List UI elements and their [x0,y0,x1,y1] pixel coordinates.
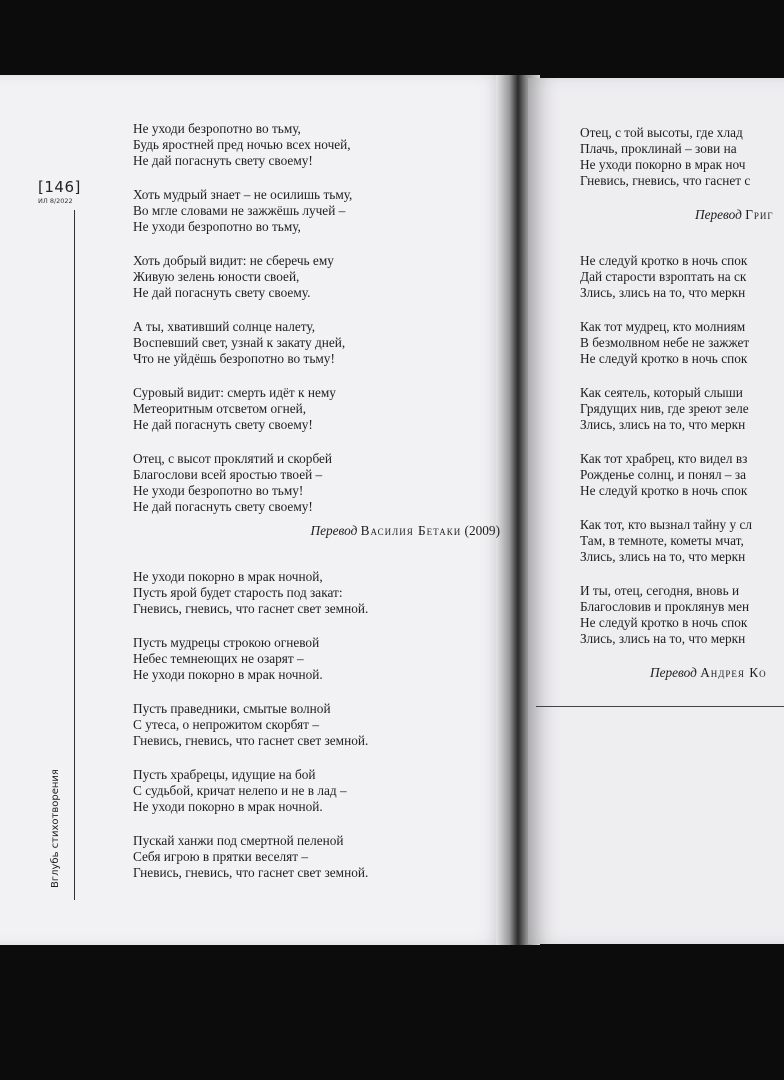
verse-line: Пускай ханжи под смертной пеленой [133,833,344,848]
verse-line: А ты, хвативший солнце налету, [133,319,316,334]
translator-name: Андрея Ко [700,665,767,680]
stanza [133,319,500,367]
translator-attribution [650,665,774,681]
verse-line: Грядущих нив, где зреют зеле [580,401,749,416]
verse-line: Не уходи покорно в мрак ночной. [133,667,323,682]
verse-line: Будь яростней пред ночью всех ночей, [133,137,351,152]
journal-issue: ИЛ 8/2022 [38,197,73,205]
verse-line: Отец, с высот проклятий и скорбей [133,451,333,466]
stanza [133,253,500,301]
verse-line: Себя игрою в прятки веселят – [133,849,309,864]
left-page-text [133,121,500,899]
stanza [580,253,774,301]
verse-line: Метеоритным отсветом огней, [133,401,307,416]
translator-name: Григ [745,207,774,222]
stanza [133,121,500,169]
stanza [133,701,500,749]
margin-rule [74,210,75,900]
verse-line: Злись, злись на то, что меркн [580,285,746,300]
verse-line: Благословив и проклянув мен [580,599,750,614]
translator-name: Василия Бетаки [360,523,462,538]
verse-line: Что не уйдёшь безропотно во тьму! [133,351,335,366]
stanza [580,451,774,499]
verse-line: Не дай погаснуть свету своему! [133,499,313,514]
verse-line: Рожденье солнц, и понял – за [580,467,747,482]
verse-line: Гневись, гневись, что гаснет с [580,173,751,188]
verse-line: Не следуй кротко в ночь спок [580,483,748,498]
verse-line: Небес темнеющих не озарят – [133,651,304,666]
verse-line: Плачь, проклинай – зови на [580,141,737,156]
verse-line: Не уходи покорно в мрак ночной. [133,799,323,814]
verse-line: Гневись, гневись, что гаснет свет земной. [133,601,369,616]
section-divider [536,706,784,707]
verse-line: В безмолвном небе не зажжет [580,335,750,350]
verse-line: Во мгле словами не зажжёшь лучей – [133,203,346,218]
verse-line: Гневись, гневись, что гаснет свет земной. [133,733,369,748]
stanza [580,385,774,433]
right-page-text [580,125,774,711]
verse-line: Отец, с той высоты, где хлад [580,125,743,140]
verse-line: Пусть мудрецы строкою огневой [133,635,320,650]
verse-line: Хоть добрый видит: не сберечь ему [133,253,334,268]
verse-line: Там, в темноте, кометы мчат, [580,533,744,548]
verse-line: С утеса, о непрожитом скорбят – [133,717,319,732]
verse-line: Не уходи безропотно во тьму, [133,219,301,234]
verse-line: Дай старости взроптать на ск [580,269,747,284]
verse-line: Суровый видит: смерть идёт к нему [133,385,336,400]
verse-line: Не следуй кротко в ночь спок [580,253,748,268]
right-page [528,78,784,944]
translation-year: (2009) [464,523,500,538]
stanza [580,125,774,189]
page-number: [146] [38,178,81,196]
verse-line: Как тот мудрец, кто молниям [580,319,746,334]
stanza [133,569,500,617]
verse-line: Как сеятель, который слыши [580,385,743,400]
verse-line: И ты, отец, сегодня, вновь и [580,583,740,598]
verse-line: Пусть праведники, смытые волной [133,701,331,716]
stanza [133,767,500,815]
verse-line: Пусть ярой будет старость под закат: [133,585,343,600]
verse-line: Гневись, гневись, что гаснет свет земной. [133,865,369,880]
verse-line: Не следуй кротко в ночь спок [580,351,748,366]
verse-line: Не дай погаснуть свету своему! [133,153,313,168]
verse-line: Не дай погаснуть свету своему! [133,417,313,432]
stanza [133,385,500,433]
verse-line: С судьбой, кричат нелепо и не в лад – [133,783,347,798]
translator-attribution [695,207,774,223]
verse-line: Не уходи покорно в мрак ноч [580,157,746,172]
verse-line: Злись, злись на то, что меркн [580,631,746,646]
stanza [133,187,500,235]
stanza [580,319,774,367]
verse-line: Злись, злись на то, что меркн [580,549,746,564]
verse-line: Пусть храбрецы, идущие на бой [133,767,316,782]
verse-line: Хоть мудрый знает – не осилишь тьму, [133,187,353,202]
verse-line: Злись, злись на то, что меркн [580,417,746,432]
stanza [580,517,774,565]
stanza [133,833,500,881]
verse-line: Благослови всей яростью твоей – [133,467,323,482]
attribution-prefix: Перевод [650,665,697,680]
verse-line: Как тот храбрец, кто видел вз [580,451,748,466]
translator-attribution [133,523,500,539]
verse-line: Воспевший свет, узнай к закату дней, [133,335,346,350]
verse-line: Как тот, кто вызнал тайну у сл [580,517,752,532]
verse-line: Не следуй кротко в ночь спок [580,615,748,630]
verse-line: Живую зелень юности своей, [133,269,300,284]
verse-line: Не уходи безропотно во тьму! [133,483,304,498]
verse-line: Не уходи покорно в мрак ночной, [133,569,323,584]
stanza [133,451,500,515]
stanza [580,583,774,647]
attribution-prefix: Перевод [695,207,742,222]
verse-line: Не уходи безропотно во тьму, [133,121,301,136]
section-title: Вглубь стихотворения [50,769,61,888]
attribution-prefix: Перевод [310,523,358,538]
verse-line: Не дай погаснуть свету своему. [133,285,311,300]
stanza [133,635,500,683]
